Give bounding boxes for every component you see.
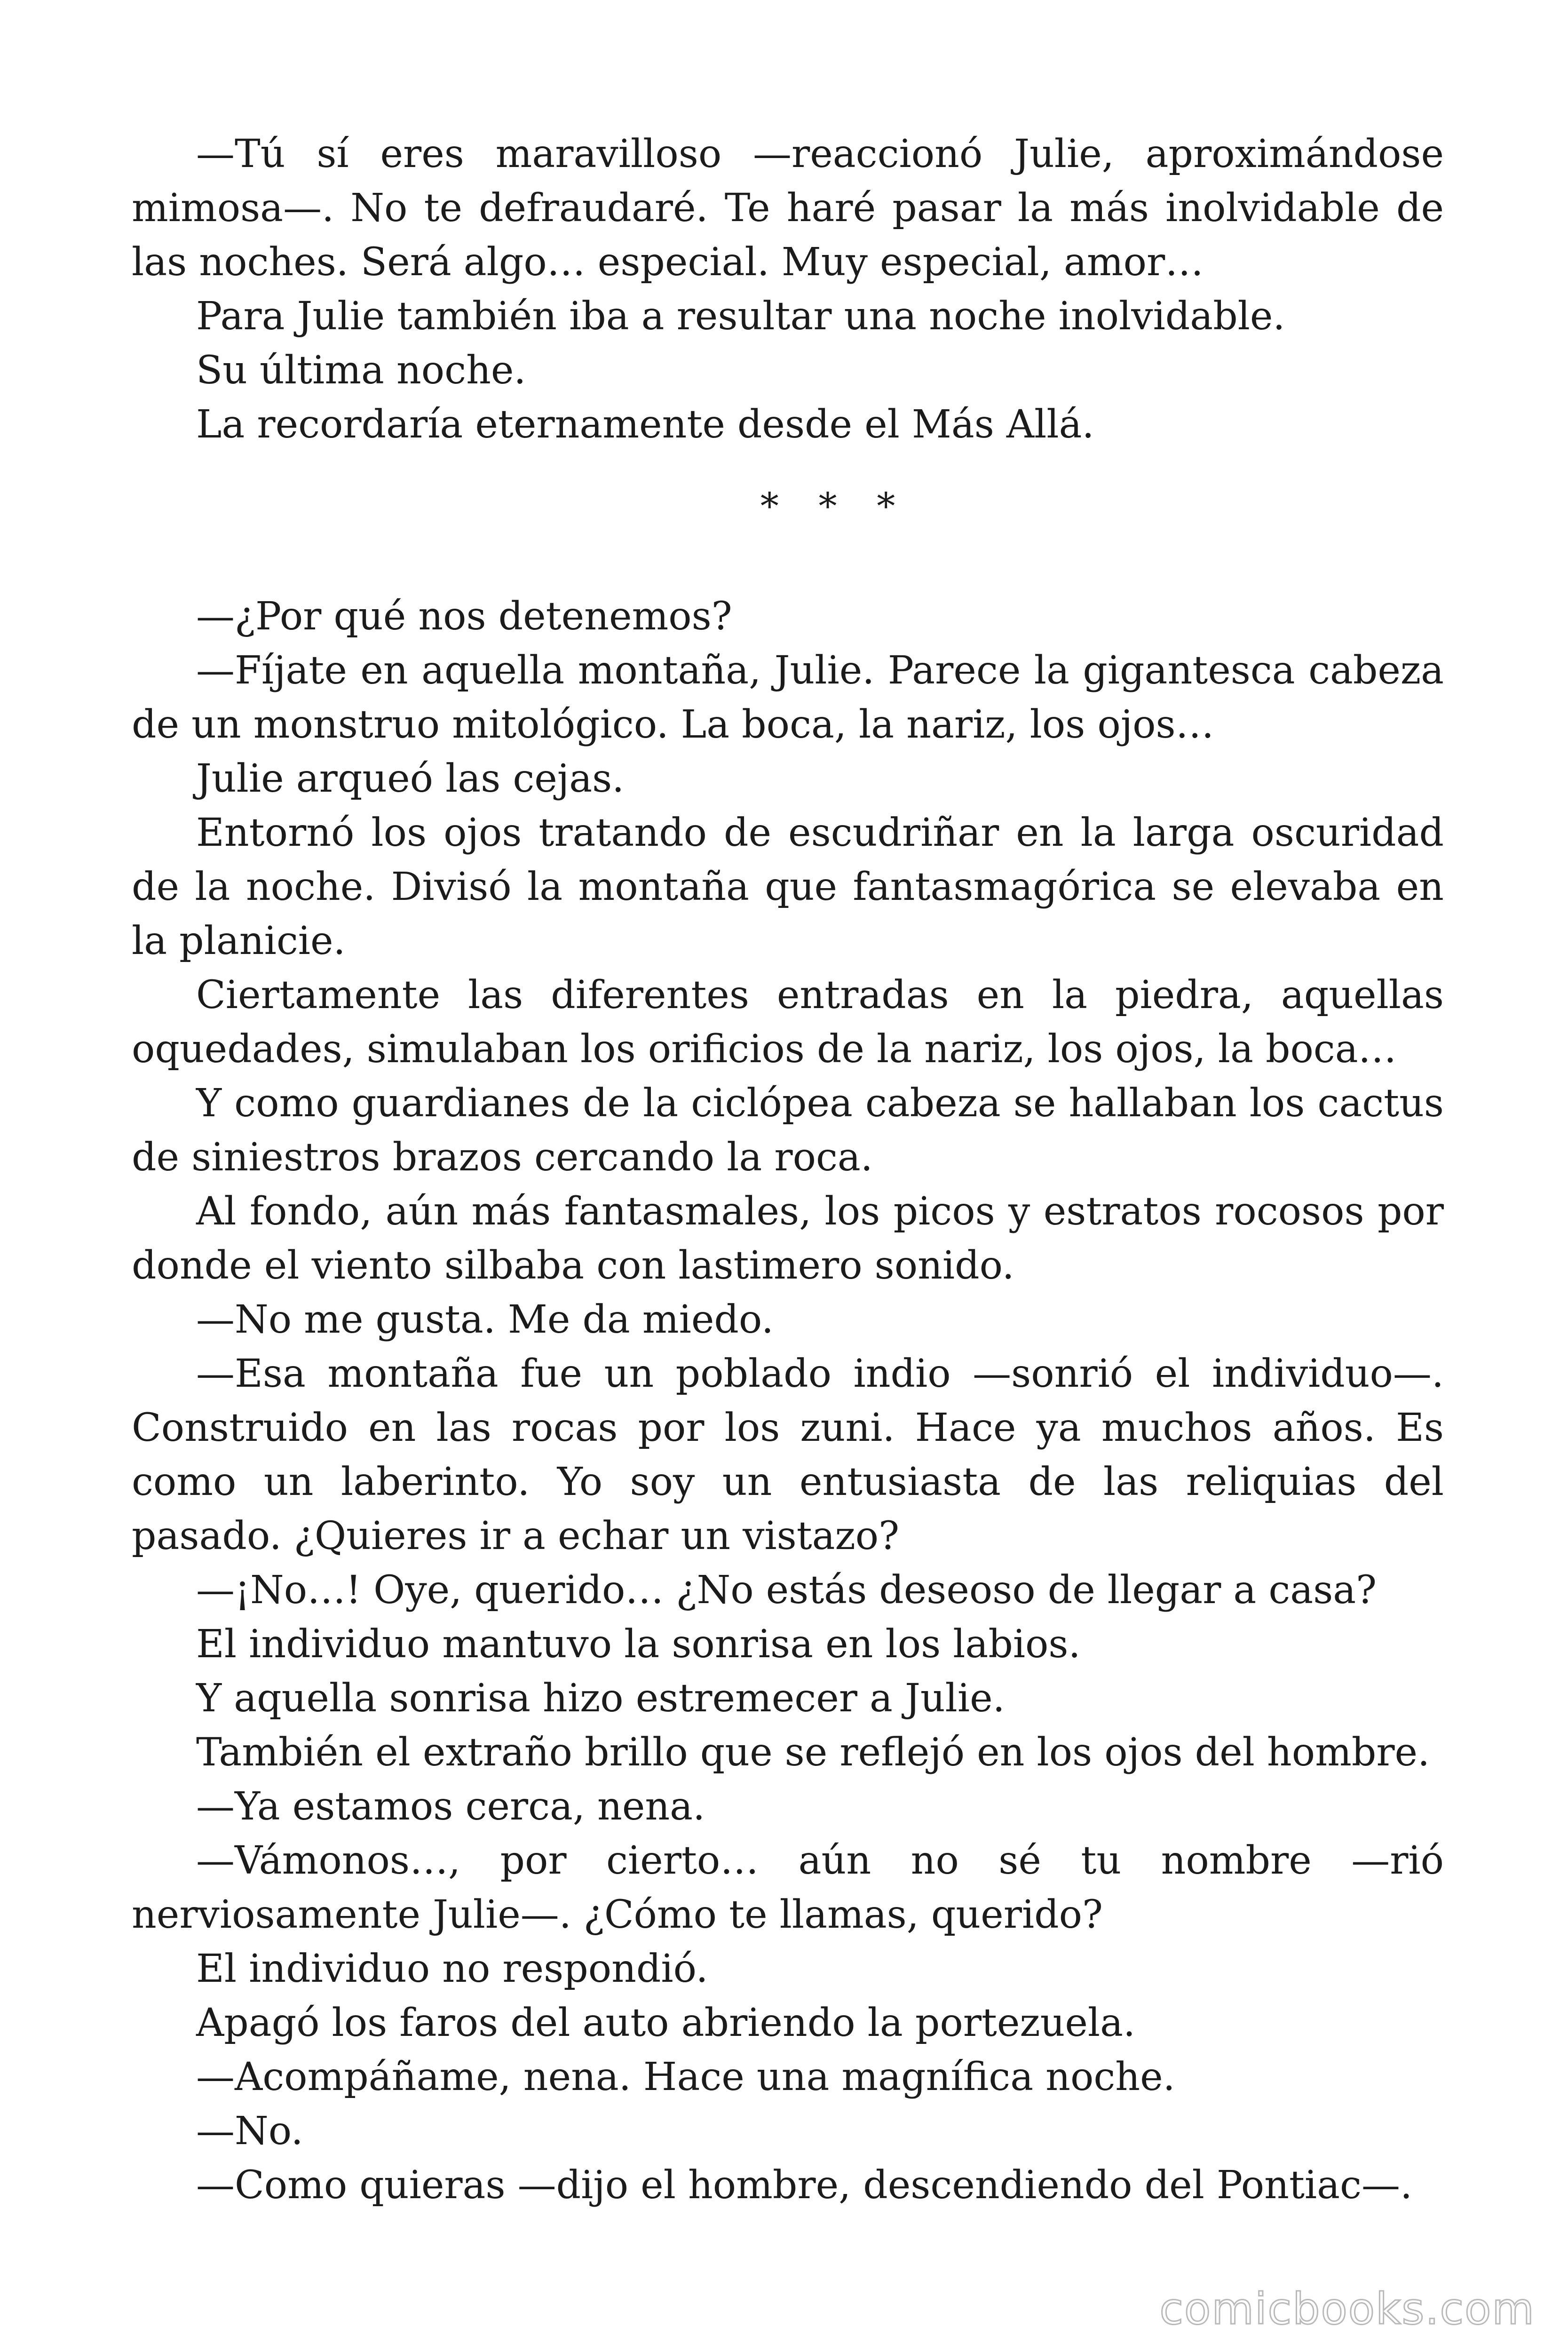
paragraph: —Como quieras —dijo el hombre, descendiendo del Pontiac—. [196, 2163, 1413, 2208]
paragraph: El individuo mantuvo la sonrisa en los labios. [196, 1622, 1081, 1667]
paragraph: Para Julie también iba a resultar una noche inolvidable. [196, 294, 1285, 339]
paragraph: Entornó los ojos tratando de escudriñar en la larga oscuridad de la noche. Divisó la montaña que fantasmagórica se elevaba en la planicie. [132, 810, 1444, 963]
paragraph: —Esa montaña fue un poblado indio —sonrió el individuo—. Construido en las rocas por los zuni. Hace ya muchos años. Es como un laberinto. Yo soy un entusiasta de las reliquias del pasado. ¿Quieres ir a echar un vistazo? [132, 1351, 1444, 1558]
paragraph: La recordaría eternamente desde el Más Allá. [196, 402, 1094, 447]
paragraph: —Acompáñame, nena. Hace una magnífica noche. [196, 2055, 1175, 2099]
paragraph: Y como guardianes de la ciclópea cabeza se hallaban los cactus de siniestros brazos cercando la roca. [132, 1081, 1444, 1180]
paragraph: El individuo no respondió. [196, 1947, 708, 1991]
paragraph: Apagó los faros del auto abriendo la portezuela. [196, 2001, 1136, 2045]
page-body [132, 127, 1444, 2212]
paragraph: Al fondo, aún más fantasmales, los picos y estratos rocosos por donde el viento silbaba con lastimero sonido. [132, 1189, 1444, 1288]
paragraph: —Tú sí eres maravilloso —reaccionó Julie, aproximándose mimosa—. No te defraudaré. Te haré pasar la más inolvidable de las noches. Será algo… especial. Muy especial, amor… [132, 132, 1444, 285]
paragraph: —¡No…! Oye, querido… ¿No estás deseoso de llegar a casa? [196, 1568, 1377, 1613]
watermark: comicbooks.com [1159, 2284, 1535, 2334]
paragraph: Julie arqueó las cejas. [196, 756, 625, 801]
paragraph: —¿Por qué nos detenemos? [196, 594, 732, 639]
paragraph: —Vámonos…, por cierto… aún no sé tu nombre —rió nerviosamente Julie—. ¿Cómo te llamas, querido? [132, 1838, 1444, 1937]
paragraph: Y aquella sonrisa hizo estremecer a Julie. [196, 1676, 1005, 1721]
paragraph: —Ya estamos cerca, nena. [196, 1784, 705, 1829]
paragraph: —Fíjate en aquella montaña, Julie. Parece la gigantesca cabeza de un monstruo mitológico. La boca, la nariz, los ojos… [132, 648, 1444, 747]
paragraph: Su última noche. [196, 348, 526, 393]
paragraph: Ciertamente las diferentes entradas en la piedra, aquellas oquedades, simulaban los orificios de la nariz, los ojos, la boca… [132, 973, 1444, 1072]
paragraph: —No. [196, 2109, 303, 2153]
paragraph: —No me gusta. Me da miedo. [196, 1297, 774, 1342]
paragraph: También el extraño brillo que se reflejó en los ojos del hombre. [196, 1730, 1430, 1775]
scene-break: * * * [760, 485, 910, 528]
